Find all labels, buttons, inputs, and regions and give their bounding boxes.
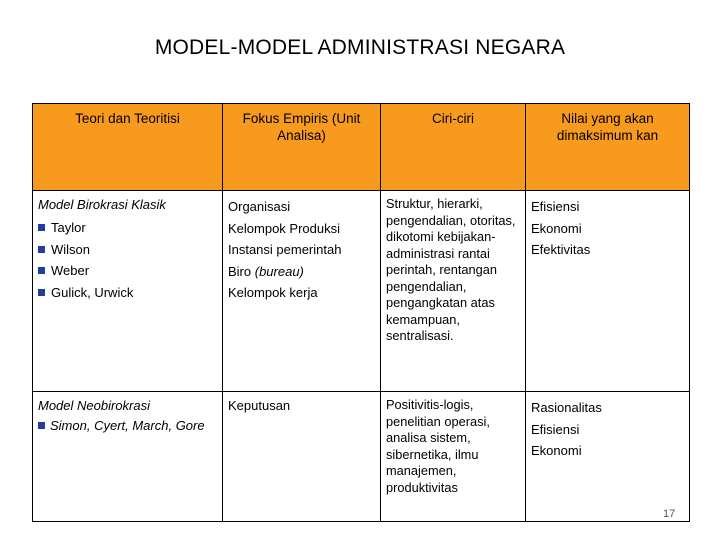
header-theory [33, 104, 223, 191]
theorist-name: Weber [51, 263, 90, 278]
focus-item: Kelompok Produksi [228, 220, 340, 236]
focus-item: Keputusan [228, 398, 291, 413]
theorist-name: Simon, Cyert, March, Gore [50, 418, 205, 433]
values-cell [526, 392, 690, 522]
focus-cell [223, 191, 381, 392]
header-values-label: Nilai yang akan dimaksimum kan [556, 111, 659, 143]
traits-text: Positivitis-logis, penelitian operasi, analisa sistem, sibernetika, ilmu manajemen, produktivitas [386, 397, 490, 495]
value-item: Efisiensi [531, 421, 580, 437]
theory-cell [33, 392, 223, 522]
table-row [33, 392, 690, 522]
focus-item: Kelompok kerja [228, 285, 318, 300]
slide-title: MODEL-MODEL ADMINISTRASI NEGARA [154, 36, 566, 59]
page-number: 17 [663, 508, 676, 520]
bullet-icon [38, 289, 45, 296]
theory-title: Model Neobirokrasi [38, 398, 150, 413]
value-item: Rasionalitas [531, 400, 602, 415]
bullet-icon [38, 267, 45, 274]
theory-title: Model Birokrasi Klasik [38, 197, 166, 212]
header-traits [381, 104, 526, 191]
theorist-name: Wilson [51, 241, 91, 257]
values-cell [526, 191, 690, 392]
value-item: Ekonomi [531, 443, 582, 458]
bullet-icon [38, 422, 45, 429]
header-focus [223, 104, 381, 191]
value-item: Ekonomi [531, 220, 582, 236]
header-theory-label: Teori dan Teoritisi [75, 111, 180, 126]
traits-cell [381, 392, 526, 522]
table-header-row [33, 104, 690, 191]
focus-cell [223, 392, 381, 522]
header-values [526, 104, 690, 191]
list-item [38, 239, 218, 261]
value-item: Efisiensi [531, 199, 580, 214]
theorist-list [38, 217, 218, 303]
traits-cell [381, 191, 526, 392]
bullet-icon [38, 224, 45, 231]
list-item [38, 217, 218, 239]
bullet-icon [38, 246, 45, 253]
table-row [33, 191, 690, 392]
header-traits-label: Ciri-ciri [432, 111, 474, 126]
theory-cell [33, 191, 223, 392]
theorist-name: Taylor [51, 220, 86, 235]
traits-text: Struktur, hierarki, pengendalian, otoritas, dikotomi kebijakan-administrasi rantai perintah, rentangan pengendalian, pengangkatan atas kemampuan, sentralisasi. [386, 196, 516, 343]
list-item [38, 260, 218, 282]
theorist-list [38, 417, 218, 435]
administration-models-table [32, 103, 690, 522]
theorist-name: Gulick, Urwick [51, 284, 134, 300]
value-item: Efektivitas [531, 242, 591, 257]
focus-item: Biro (bureau) [228, 263, 304, 279]
focus-item: Instansi pemerintah [228, 242, 342, 257]
header-focus-label: Fokus Empiris (Unit Analisa) [242, 111, 361, 143]
list-item [38, 282, 218, 304]
focus-item: Organisasi [228, 199, 291, 214]
